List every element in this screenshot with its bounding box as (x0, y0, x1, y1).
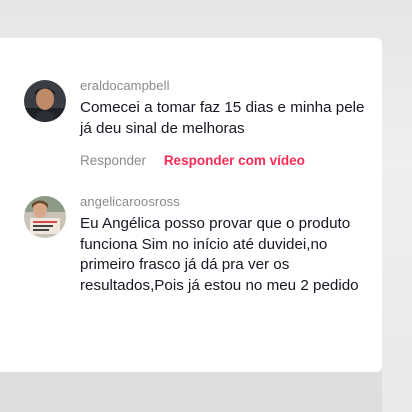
reply-with-video-button[interactable]: Responder com vídeo (163, 153, 305, 168)
comment-actions (80, 153, 305, 168)
comment-text: Comecei a tomar faz 15 dias e minha pele já deu sinal de melhoras (80, 99, 365, 137)
reply-button[interactable]: Responder (80, 153, 147, 168)
background-strip (0, 372, 382, 412)
comments-panel (0, 38, 382, 372)
comment-text: Eu Angélica posso provar que o produto funciona Sim no início até duvidei,no primeiro frasco já dá pra ver os resultados,Pois já estou no meu 2 pedido (80, 215, 359, 294)
avatar[interactable] (24, 196, 66, 238)
avatar[interactable] (24, 80, 66, 122)
comment-username[interactable]: eraldocampbell (80, 78, 170, 93)
comment-username[interactable]: angelicaroosross (80, 194, 180, 209)
